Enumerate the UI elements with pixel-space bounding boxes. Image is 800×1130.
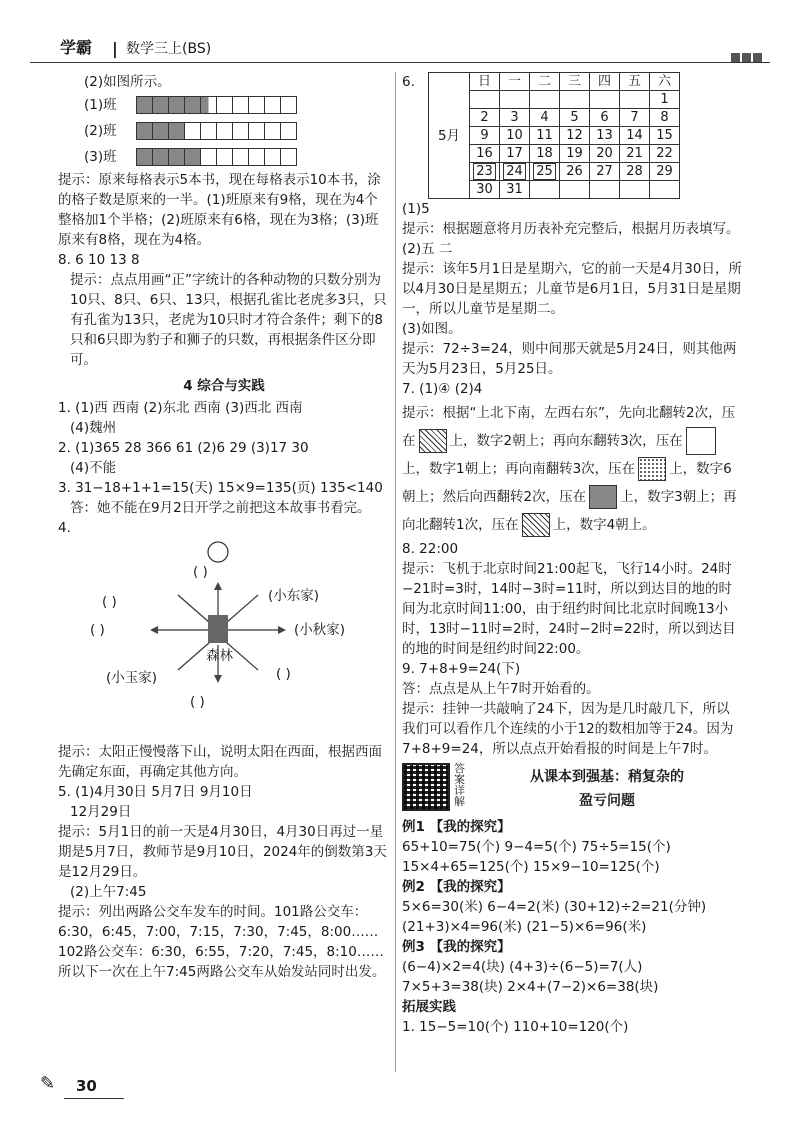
calendar-header-row (470, 73, 680, 91)
calendar-day (500, 163, 530, 181)
q6-3-answer: (3)如图。 (402, 321, 462, 337)
calendar-day: 3 (500, 109, 530, 127)
dice-face-stripe (419, 429, 447, 453)
bar-row (58, 92, 390, 118)
calendar-day-boxed: 25 (533, 163, 556, 180)
example-1-a: 65+10=75(个) 9−4=5(个) 75÷5=15(个) (402, 839, 671, 855)
calendar-day (650, 181, 680, 199)
header-separator: | (112, 39, 118, 58)
bar-cell (281, 123, 296, 139)
bar-cell (233, 97, 249, 113)
page-number: 30 (76, 1077, 97, 1095)
bar-cells (136, 122, 297, 140)
qr-code-icon[interactable] (402, 763, 450, 811)
q3-answer: 3. 31−18+1+1=15(天) 15×9=135(页) 135<140 (58, 480, 383, 496)
q5-answer-b: 12月29日 (70, 804, 132, 820)
calendar-table (469, 72, 680, 199)
bar-figure (58, 92, 390, 170)
label-xiaodong: (小东家) (268, 588, 320, 604)
bar-cell (137, 97, 153, 113)
bar-cell (137, 149, 153, 165)
q6-label: 6. (402, 74, 415, 90)
calendar-day: 19 (560, 145, 590, 163)
example-2-b: (21+3)×4=96(米) (21−5)×6=96(米) (402, 919, 647, 935)
hint-q4: 提示：太阳正慢慢落下山，说明太阳在西面，根据西面先确定东面，再确定其他方向。 (58, 744, 382, 780)
hint-q7-b: 上，数字2朝上；再向东翻转3次， (449, 433, 656, 449)
header-rule (30, 62, 770, 63)
bar-row (58, 144, 390, 170)
calendar-day: 17 (500, 145, 530, 163)
calendar-day (590, 181, 620, 199)
bar-cells (136, 96, 297, 114)
bar-cell (265, 123, 281, 139)
bar-cell (217, 149, 233, 165)
bar-cell (153, 123, 169, 139)
direction-figure (58, 540, 390, 740)
hint-q6-1: 提示：根据题意将月历表补充完整后，根据月历表填写。 (402, 221, 740, 237)
calendar-day: 7 (620, 109, 650, 127)
hint-q7 (402, 399, 742, 539)
bar-cell (169, 123, 185, 139)
calendar-day: 21 (620, 145, 650, 163)
book-title: 数学三上(BS) (126, 41, 212, 57)
blank-w: ( ) (90, 622, 105, 638)
calendar-day (620, 91, 650, 109)
calendar-day (530, 91, 560, 109)
calendar-day: 13 (590, 127, 620, 145)
calendar-day: 20 (590, 145, 620, 163)
calendar-day (560, 91, 590, 109)
q9-answer: 9. 7+8+9=24(下) (402, 661, 521, 677)
calendar-weekday: 四 (590, 73, 620, 91)
calendar-day: 5 (560, 109, 590, 127)
label-forest: 森林 (206, 648, 233, 664)
left-column (58, 72, 390, 982)
calendar-weekday: 六 (650, 73, 680, 91)
example-3-heading: 例3 【我的探究】 (402, 939, 511, 955)
hint-q6-2: 提示：该年5月1日是星期六，它的前一天是4月30日，所以4月30日是星期五；儿童节是6月1日，5月31日是星期一，所以儿童节是星期二。 (402, 261, 742, 317)
blank-se: ( ) (276, 666, 291, 682)
calendar-day: 31 (500, 181, 530, 199)
bar-cell (233, 123, 249, 139)
calendar-week-row (470, 145, 680, 163)
promo-title (472, 763, 742, 813)
bar-row (58, 118, 390, 144)
bar-cell (217, 97, 233, 113)
q8-answer: 8. 6 10 13 8 (58, 252, 140, 268)
bar-cell (169, 97, 185, 113)
calendar-weekday: 二 (530, 73, 560, 91)
hint-q7-d: 上，数字1朝上；再向南翻转3次，压在 (402, 461, 636, 477)
calendar-day: 9 (470, 127, 500, 145)
q5-answer-c: (2)上午7:45 (70, 884, 147, 900)
bar-cell (281, 97, 296, 113)
q6-1-answer: (1)5 (402, 201, 430, 217)
calendar-day (620, 181, 650, 199)
label-xiaoqiu: (小秋家) (294, 622, 346, 638)
calendar-day: 22 (650, 145, 680, 163)
calendar-day: 15 (650, 127, 680, 145)
calendar-week-row (470, 127, 680, 145)
q4-label: 4. (58, 520, 71, 536)
hint-q5c: 提示：列出两路公交车发车的时间。101路公交车：6:30，6:45，7:00，7:15，7:30，7:45，8:00……102路公交车：6:30，6:55，7:20，7:45，8:10……所以下一次在上午7:45两路公交车从始发站同时出发。 (58, 904, 386, 980)
calendar-day: 18 (530, 145, 560, 163)
q6-2-answer: (2)五 二 (402, 241, 453, 257)
calendar-day: 6 (590, 109, 620, 127)
q2-answer: 2. (1)365 28 366 61 (2)6 29 (3)17 30 (58, 440, 309, 456)
bar-cell (249, 123, 265, 139)
hint-q6-3: 提示：72÷3=24，则中间那天就是5月24日，则其他两天为5月23日，5月25日。 (402, 341, 737, 377)
calendar-day: 28 (620, 163, 650, 181)
calendar-day: 29 (650, 163, 680, 181)
bar-label: (2)班 (84, 123, 117, 139)
bar-label: (1)班 (84, 97, 117, 113)
calendar-day (470, 91, 500, 109)
calendar-day: 30 (470, 181, 500, 199)
extension-heading: 拓展实践 (402, 999, 456, 1015)
hint-q7-e: 上，数字6朝上；然后向西翻转2次，压在 (402, 461, 732, 505)
calendar-weekday: 日 (470, 73, 500, 91)
hint-q7-g: 上，数字4朝上。 (552, 517, 656, 533)
calendar-weekday: 五 (620, 73, 650, 91)
hint-q9: 提示：挂钟一共敲响了24下，因为是几时敲几下，所以我们可以看作几个连续的小于12的数相加等于24。因为7+8+9=24，所以点点开始看报的时间是上午7时。 (402, 701, 734, 757)
calendar-day: 26 (560, 163, 590, 181)
example-1-b: 15×4+65=125(个) 15×9−10=125(个) (402, 859, 660, 875)
dice-face-stripe-2 (522, 513, 550, 537)
section-title: 4 综合与实践 (183, 378, 265, 394)
calendar-weekday: 三 (560, 73, 590, 91)
hint-q5: 提示：5月1日的前一天是4月30日，4月30日再过一星期是5月7日，教师节是9月10日，2024年的倒数第3天是12月29日。 (58, 824, 387, 880)
q1-answer-b: (4)魏州 (70, 420, 117, 436)
calendar-day: 12 (560, 127, 590, 145)
example-3-b: 7×5+3=38(块) 2×4+(7−2)×6=38(块) (402, 979, 659, 995)
promo-line-1: 从课本到强基：稍复杂的 (530, 769, 684, 785)
calendar (428, 72, 680, 199)
calendar-day (500, 91, 530, 109)
calendar-day: 2 (470, 109, 500, 127)
dice-face-dotted (638, 457, 666, 481)
q3-answer-b: 答：她不能在9月2日开学之前把这本故事书看完。 (70, 500, 371, 516)
extension-1: 1. 15−5=10(个) 110+10=120(个) (402, 1019, 629, 1035)
bar-cell (185, 123, 201, 139)
page-header (30, 34, 770, 64)
brand-logo: 学霸 (60, 38, 93, 57)
header-squares-decoration (729, 48, 762, 68)
bar-cell (201, 123, 217, 139)
q2-answer-b: (4)不能 (70, 460, 117, 476)
calendar-day-boxed: 23 (473, 163, 496, 180)
calendar-week-row (470, 91, 680, 109)
bar-cell (217, 123, 233, 139)
blank-s: ( ) (190, 694, 205, 710)
example-1-heading: 例1 【我的探究】 (402, 819, 511, 835)
calendar-day: 10 (500, 127, 530, 145)
hint-q8: 提示：点点用画“正”字统计的各种动物的只数分别为10只、8只、6只、13只，根据孔雀比老虎多3只，只有孔雀为13只，老虎为10只时才符合条件；剩下的8只和6只即为豹子和狮子的只数，再根据条件区分即可。 (70, 272, 387, 368)
footer-rule (64, 1098, 124, 1099)
column-divider (395, 72, 396, 1072)
calendar-week-row (470, 163, 680, 181)
bar-cell (249, 149, 265, 165)
bar-cell (265, 149, 281, 165)
hint-q7-a: 提示：根据“上北下南，左西右东”，先向北翻转2次，压在 (402, 405, 736, 449)
bar-cell (249, 97, 265, 113)
example-2-heading: 例2 【我的探究】 (402, 879, 511, 895)
bar-cell (153, 149, 169, 165)
calendar-day: 11 (530, 127, 560, 145)
calendar-day-boxed: 24 (503, 163, 526, 180)
blank-n: ( ) (193, 564, 208, 580)
calendar-day: 8 (650, 109, 680, 127)
bar-cells (136, 148, 297, 166)
sun-icon (208, 542, 228, 562)
dice-face-blank (686, 427, 716, 455)
calendar-day: 1 (650, 91, 680, 109)
calendar-day (590, 91, 620, 109)
right-column (402, 72, 742, 1037)
calendar-week-row (470, 181, 680, 199)
calendar-day (530, 163, 560, 181)
direction-arrows (58, 540, 390, 740)
calendar-day: 4 (530, 109, 560, 127)
calendar-day (530, 181, 560, 199)
q5-answer: 5. (1)4月30日 5月7日 9月10日 (58, 784, 253, 800)
q2-label: (2)如图所示。 (84, 74, 171, 90)
hint-q7-f: 上，数字3朝上；再向北翻转1次，压在 (402, 489, 737, 533)
hint-q7-c: 压在 (655, 433, 683, 449)
bar-cell (201, 149, 217, 165)
hint-bars: 提示：原来每格表示5本书，现在每格表示10本书，涂的格子数是原来的一半。(1)班原来有9格，现在为4个整格加1个半格；(2)班原来有6格，现在为3格；(3)班原来有8格，现在为4格。 (58, 172, 381, 248)
calendar-weekday: 一 (500, 73, 530, 91)
blank-nw: ( ) (102, 594, 117, 610)
calendar-month: 5月 (428, 72, 469, 199)
qr-label: 答案详解 (454, 762, 465, 808)
bar-cell (185, 97, 201, 113)
label-xiaoyu: (小玉家) (106, 670, 158, 686)
promo-row (402, 763, 742, 813)
q8-answer-r: 8. 22:00 (402, 541, 459, 557)
bar-cell (137, 123, 153, 139)
calendar-day (560, 181, 590, 199)
bar-cell (201, 97, 217, 113)
calendar-block (402, 72, 742, 199)
dice-face-gray (589, 485, 617, 509)
calendar-day: 14 (620, 127, 650, 145)
calendar-week-row (470, 109, 680, 127)
bar-cell (233, 149, 249, 165)
calendar-day (470, 163, 500, 181)
bar-cell (265, 97, 281, 113)
q9-answer-b: 答：点点是从上午7时开始看的。 (402, 681, 600, 697)
q1-answer: 1. (1)西 西南 (2)东北 西南 (3)西北 西南 (58, 400, 303, 416)
promo-line-2: 盈亏问题 (579, 793, 635, 809)
bar-cell (281, 149, 296, 165)
q7-answer: 7. (1)④ (2)4 (402, 381, 483, 397)
calendar-day: 27 (590, 163, 620, 181)
bar-cell (169, 149, 185, 165)
bar-cell (153, 97, 169, 113)
calendar-day: 16 (470, 145, 500, 163)
example-3-a: (6−4)×2=4(块) (4+3)÷(6−5)=7(人) (402, 959, 643, 975)
page-footer (40, 1072, 130, 1096)
bar-cell (185, 149, 201, 165)
tree-icon (208, 615, 228, 643)
hint-q8-r: 提示：飞机于北京时间21:00起飞，飞行14小时。24时−21时=3时，14时−3时=11时，所以到达目的地的时间为北京时间11:00，由于纽约时间比北京时间晚13小时，13时−11时=2时，24时−2时=22时，所以到达目的地的时间是纽约时间22:00。 (402, 561, 736, 657)
bar-label: (3)班 (84, 149, 117, 165)
pencil-icon: ✎ (40, 1073, 56, 1094)
example-2-a: 5×6=30(米) 6−4=2(米) (30+12)÷2=21(分钟) (402, 899, 707, 915)
